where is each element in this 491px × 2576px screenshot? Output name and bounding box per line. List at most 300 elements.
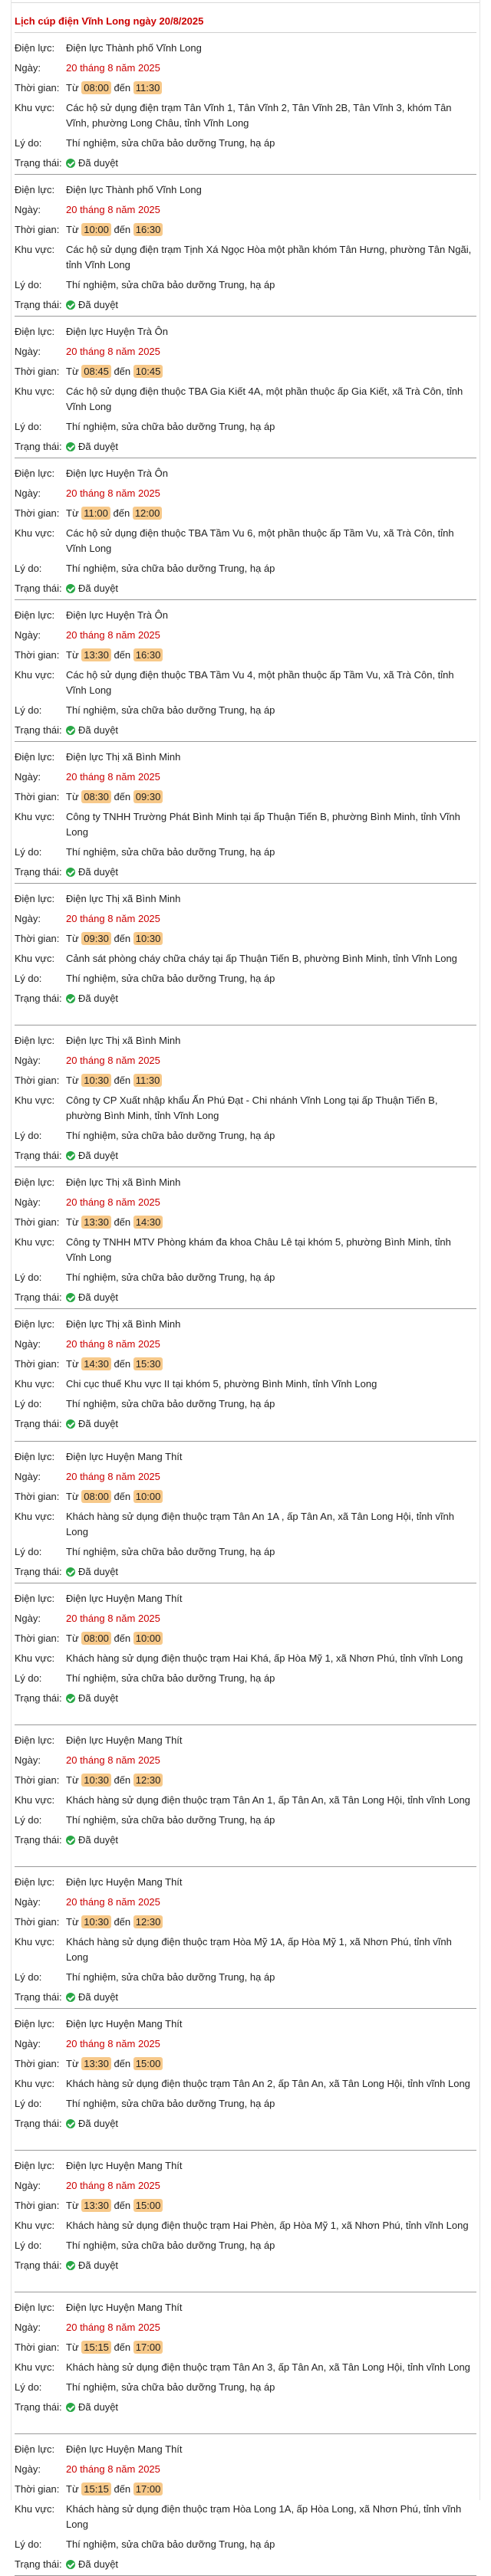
reason-value: Thí nghiệm, sửa chữa bảo dưỡng Trung, hạ áp: [66, 137, 275, 149]
reason-row: [15, 1970, 476, 1985]
status-text: Đã duyệt: [78, 1566, 119, 1577]
date-value: 20 tháng 8 năm 2025: [66, 2038, 160, 2049]
status-text: Đã duyệt: [78, 2558, 119, 2570]
status-label: Trạng thái:: [15, 1692, 62, 1704]
date-value: 20 tháng 8 năm 2025: [66, 1055, 160, 1066]
area-row: [15, 809, 476, 840]
reason-value: Thí nghiệm, sửa chữa bảo dưỡng Trung, hạ áp: [66, 2098, 275, 2109]
unit-value: Điện lực Huyện Mang Thít: [66, 2302, 183, 2313]
status-text: Đã duyệt: [78, 582, 119, 594]
check-circle-icon: [66, 994, 75, 1003]
reason-row: [15, 2537, 476, 2552]
status-text: Đã duyệt: [78, 1692, 119, 1704]
start-time-badge: 13:30: [81, 1216, 111, 1229]
check-circle-icon: [66, 442, 75, 451]
time-value: [66, 1357, 476, 1372]
unit-row: [15, 41, 476, 56]
date-label: Ngày:: [15, 1754, 41, 1766]
unit-label: Điện lực:: [15, 2018, 55, 2030]
unit-value: Điện lực Thị xã Bình Minh: [66, 1176, 181, 1188]
reason-value: Thí nghiệm, sửa chữa bảo dưỡng Trung, hạ áp: [66, 2538, 275, 2550]
date-label: Ngày:: [15, 204, 41, 215]
outage-record: [15, 1725, 476, 1867]
end-time-badge: 15:00: [133, 2199, 163, 2212]
time-label: Thời gian:: [15, 791, 60, 802]
outage-record: [15, 2151, 476, 2292]
reason-value: Thí nghiệm, sửa chữa bảo dưỡng Trung, hạ áp: [66, 846, 275, 858]
end-time-badge: 16:30: [133, 223, 163, 236]
reason-row: [15, 561, 476, 576]
time-value: [66, 1073, 476, 1088]
outage-record: [15, 33, 476, 175]
time-to-text: đến: [114, 1491, 131, 1502]
unit-label: Điện lực:: [15, 751, 55, 763]
start-time-badge: 08:00: [81, 1490, 111, 1503]
status-row: [15, 1990, 476, 2005]
reason-value: Thí nghiệm, sửa chữa bảo dưỡng Trung, hạ áp: [66, 1546, 275, 1557]
unit-row: [15, 1875, 476, 1890]
unit-value: Điện lực Huyện Trà Ôn: [66, 468, 168, 479]
status-label: Trạng thái:: [15, 299, 62, 310]
time-label: Thời gian:: [15, 366, 60, 377]
date-value: 20 tháng 8 năm 2025: [66, 629, 160, 641]
area-value: Các hộ sử dụng điện trạm Tân Vĩnh 1, Tân Vĩnh 2, Tân Vĩnh 2B, Tân Vĩnh 3, khóm Tân Vĩnh, phường Long Châu, tỉnh Vĩnh Long: [66, 102, 452, 129]
reason-label: Lý do:: [15, 563, 42, 574]
area-label: Khu vực:: [15, 244, 55, 255]
check-circle-icon: [66, 1567, 75, 1577]
reason-label: Lý do:: [15, 1814, 42, 1826]
status-text: Đã duyệt: [78, 1291, 119, 1303]
outage-list: [15, 33, 476, 2576]
area-row: [15, 1377, 476, 1392]
area-value: Công ty TNHH Trường Phát Bình Minh tại ấp Thuận Tiến B, phường Bình Minh, tỉnh Vĩnh Long: [66, 811, 460, 838]
reason-label: Lý do:: [15, 1672, 42, 1684]
date-value: 20 tháng 8 năm 2025: [66, 2180, 160, 2191]
unit-value: Điện lực Huyện Mang Thít: [66, 1593, 183, 1604]
reason-label: Lý do:: [15, 846, 42, 858]
status-row: [15, 2400, 476, 2415]
date-row: [15, 344, 476, 359]
check-circle-icon: [66, 1419, 75, 1429]
time-value: [66, 80, 476, 96]
unit-row: [15, 2016, 476, 2032]
status-value: [66, 1691, 476, 1706]
unit-row: [15, 608, 476, 623]
unit-label: Điện lực:: [15, 184, 55, 195]
end-time-badge: 15:30: [133, 1357, 163, 1370]
start-time-badge: 13:30: [81, 2199, 111, 2212]
start-time-badge: 11:00: [81, 507, 110, 520]
date-row: [15, 1469, 476, 1485]
area-value: Các hộ sử dụng điện thuộc TBA Tầm Vu 4, một phần thuộc ấp Tầm Vu, xã Trà Côn, tỉnh Vĩnh Long: [66, 669, 454, 696]
time-label: Thời gian:: [15, 649, 60, 661]
area-label: Khu vực:: [15, 1794, 55, 1806]
date-row: [15, 1337, 476, 1352]
check-circle-icon: [66, 2119, 75, 2128]
date-value: 20 tháng 8 năm 2025: [66, 2322, 160, 2333]
status-label: Trạng thái:: [15, 2401, 62, 2413]
time-from-text: Từ: [66, 1633, 79, 1644]
area-value: Chi cục thuế Khu vực II tại khóm 5, phường Bình Minh, tỉnh Vĩnh Long: [66, 1378, 377, 1390]
time-to-text: đến: [114, 2483, 131, 2495]
status-text: Đã duyệt: [78, 157, 119, 169]
status-value: [66, 1416, 476, 1432]
status-row: [15, 156, 476, 171]
outage-record: [15, 742, 476, 884]
reason-value: Thí nghiệm, sửa chữa bảo dưỡng Trung, hạ áp: [66, 279, 275, 290]
end-time-badge: 15:00: [133, 2057, 163, 2070]
time-row: [15, 506, 476, 521]
check-circle-icon: [66, 1293, 75, 1302]
status-value: [66, 991, 476, 1006]
status-label: Trạng thái:: [15, 1150, 62, 1161]
time-label: Thời gian:: [15, 1358, 60, 1370]
time-row: [15, 2198, 476, 2213]
date-label: Ngày:: [15, 1338, 41, 1350]
status-row: [15, 2258, 476, 2273]
area-label: Khu vực:: [15, 2078, 55, 2089]
unit-row: [15, 1033, 476, 1048]
reason-value: Thí nghiệm, sửa chữa bảo dưỡng Trung, hạ áp: [66, 973, 275, 984]
date-label: Ngày:: [15, 1055, 41, 1066]
outage-record: [15, 175, 476, 317]
time-value: [66, 789, 476, 805]
status-row: [15, 991, 476, 1006]
time-row: [15, 1915, 476, 1930]
date-row: [15, 202, 476, 218]
start-time-badge: 08:45: [81, 365, 111, 378]
time-value: [66, 506, 476, 521]
date-label: Ngày:: [15, 62, 41, 74]
time-row: [15, 222, 476, 238]
check-circle-icon: [66, 1694, 75, 1703]
date-row: [15, 61, 476, 76]
time-from-text: Từ: [66, 2483, 79, 2495]
time-row: [15, 2340, 476, 2355]
time-value: [66, 1631, 476, 1646]
time-from-text: Từ: [66, 933, 79, 944]
date-row: [15, 2036, 476, 2052]
status-text: Đã duyệt: [78, 724, 119, 736]
area-value: Khách hàng sử dụng điện thuộc trạm Tân An 1, ấp Tân An, xã Tân Long Hội, tỉnh vĩnh Long: [66, 1794, 470, 1806]
unit-value: Điện lực Huyện Mang Thít: [66, 1734, 183, 1746]
time-from-text: Từ: [66, 1075, 79, 1086]
time-to-text: đến: [114, 933, 131, 944]
area-row: [15, 1793, 476, 1808]
time-from-text: Từ: [66, 224, 79, 235]
status-value: [66, 1290, 476, 1305]
time-to-text: đến: [114, 1075, 131, 1086]
time-row: [15, 2056, 476, 2072]
unit-row: [15, 324, 476, 340]
date-row: [15, 1195, 476, 1210]
date-label: Ngày:: [15, 1613, 41, 1624]
unit-value: Điện lực Huyện Mang Thít: [66, 2018, 183, 2030]
status-row: [15, 1691, 476, 1706]
time-label: Thời gian:: [15, 2341, 60, 2353]
time-label: Thời gian:: [15, 2483, 60, 2495]
status-value: [66, 297, 476, 313]
area-row: [15, 526, 476, 556]
area-row: [15, 1651, 476, 1666]
time-from-text: Từ: [66, 2341, 79, 2353]
date-value: 20 tháng 8 năm 2025: [66, 2463, 160, 2475]
status-text: Đã duyệt: [78, 1834, 119, 1846]
area-value: Công ty CP Xuất nhập khẩu Ấn Phú Đạt - Chi nhánh Vĩnh Long tại ấp Thuận Tiến B, phường Bình Minh, tỉnh Vĩnh Long: [66, 1094, 438, 1121]
reason-label: Lý do:: [15, 1272, 42, 1283]
status-row: [15, 1564, 476, 1580]
status-row: [15, 581, 476, 596]
start-time-badge: 08:00: [81, 81, 111, 94]
date-value: 20 tháng 8 năm 2025: [66, 204, 160, 215]
area-label: Khu vực:: [15, 1378, 55, 1390]
date-row: [15, 2462, 476, 2477]
reason-row: [15, 2238, 476, 2253]
reason-label: Lý do:: [15, 279, 42, 290]
time-row: [15, 789, 476, 805]
status-text: Đã duyệt: [78, 441, 119, 452]
area-label: Khu vực:: [15, 1094, 55, 1106]
time-to-text: đến: [114, 791, 131, 802]
reason-row: [15, 419, 476, 435]
check-circle-icon: [66, 2560, 75, 2569]
status-label: Trạng thái:: [15, 1834, 62, 1846]
check-circle-icon: [66, 1993, 75, 2002]
check-circle-icon: [66, 1836, 75, 1845]
start-time-badge: 15:15: [81, 2482, 111, 2496]
reason-label: Lý do:: [15, 2098, 42, 2109]
time-value: [66, 1489, 476, 1505]
date-label: Ngày:: [15, 1896, 41, 1908]
status-label: Trạng thái:: [15, 724, 62, 736]
area-label: Khu vực:: [15, 669, 55, 681]
area-row: [15, 1934, 476, 1965]
status-row: [15, 1416, 476, 1432]
unit-label: Điện lực:: [15, 1318, 55, 1330]
time-to-text: đến: [114, 1358, 131, 1370]
time-value: [66, 2056, 476, 2072]
area-row: [15, 100, 476, 131]
start-time-badge: 08:30: [81, 790, 111, 803]
outage-record: [15, 1867, 476, 2009]
start-time-badge: 15:15: [81, 2341, 111, 2354]
check-circle-icon: [66, 868, 75, 877]
start-time-badge: 09:30: [81, 932, 111, 945]
time-to-text: đến: [114, 82, 131, 94]
unit-label: Điện lực:: [15, 2160, 55, 2171]
time-to-text: đến: [114, 649, 131, 661]
area-value: Các hộ sử dụng điện thuộc TBA Gia Kiết 4A, một phần thuộc ấp Gia Kiết, xã Trà Côn, tỉnh Vĩnh Long: [66, 386, 463, 412]
unit-label: Điện lực:: [15, 2443, 55, 2455]
time-label: Thời gian:: [15, 1075, 60, 1086]
time-label: Thời gian:: [15, 1633, 60, 1644]
reason-label: Lý do:: [15, 1971, 42, 1983]
status-value: [66, 865, 476, 880]
reason-label: Lý do:: [15, 2538, 42, 2550]
reason-row: [15, 136, 476, 151]
status-label: Trạng thái:: [15, 441, 62, 452]
reason-row: [15, 971, 476, 986]
time-row: [15, 1357, 476, 1372]
reason-label: Lý do:: [15, 704, 42, 716]
date-value: 20 tháng 8 năm 2025: [66, 487, 160, 499]
check-circle-icon: [66, 300, 75, 310]
status-row: [15, 1148, 476, 1163]
reason-value: Thí nghiệm, sửa chữa bảo dưỡng Trung, hạ áp: [66, 704, 275, 716]
date-value: 20 tháng 8 năm 2025: [66, 771, 160, 783]
status-value: [66, 2557, 476, 2572]
time-row: [15, 648, 476, 663]
status-value: [66, 723, 476, 738]
area-value: Khách hàng sử dụng điện thuộc trạm Tân An 3, ấp Tân An, xã Tân Long Hội, tỉnh vĩnh Long: [66, 2361, 470, 2373]
unit-value: Điện lực Huyện Mang Thít: [66, 1451, 183, 1462]
date-label: Ngày:: [15, 629, 41, 641]
status-row: [15, 1290, 476, 1305]
status-value: [66, 1564, 476, 1580]
time-from-text: Từ: [66, 791, 79, 802]
time-from-text: Từ: [66, 1491, 79, 1502]
unit-label: Điện lực:: [15, 326, 55, 337]
status-label: Trạng thái:: [15, 2558, 62, 2570]
unit-label: Điện lực:: [15, 1876, 55, 1888]
reason-row: [15, 1396, 476, 1412]
area-row: [15, 242, 476, 273]
reason-label: Lý do:: [15, 1130, 42, 1141]
time-to-text: đến: [114, 1774, 131, 1786]
unit-row: [15, 1733, 476, 1748]
area-value: Các hộ sử dụng điện thuộc TBA Tầm Vu 6, một phần thuộc ấp Tầm Vu, xã Trà Côn, tỉnh Vĩnh Long: [66, 527, 454, 554]
area-row: [15, 951, 476, 966]
reason-label: Lý do:: [15, 1398, 42, 1409]
reason-label: Lý do:: [15, 137, 42, 149]
status-label: Trạng thái:: [15, 157, 62, 169]
unit-row: [15, 2442, 476, 2457]
unit-label: Điện lực:: [15, 1451, 55, 1462]
time-label: Thời gian:: [15, 507, 60, 519]
status-value: [66, 156, 476, 171]
reason-value: Thí nghiệm, sửa chữa bảo dưỡng Trung, hạ áp: [66, 1272, 275, 1283]
area-label: Khu vực:: [15, 2220, 55, 2231]
start-time-badge: 10:00: [81, 223, 111, 236]
time-label: Thời gian:: [15, 82, 60, 94]
area-value: Khách hàng sử dụng điện thuộc trạm Hai Phèn, ấp Hòa Mỹ 1, xã Nhơn Phú, tỉnh vĩnh Long: [66, 2220, 469, 2231]
end-time-badge: 17:00: [133, 2341, 163, 2354]
time-from-text: Từ: [66, 1216, 79, 1228]
unit-value: Điện lực Huyện Mang Thít: [66, 1876, 183, 1888]
area-label: Khu vực:: [15, 102, 55, 113]
end-time-badge: 11:30: [133, 1074, 163, 1087]
time-label: Thời gian:: [15, 933, 60, 944]
date-value: 20 tháng 8 năm 2025: [66, 62, 160, 74]
outage-record: [15, 2009, 476, 2151]
outage-record: [15, 2434, 476, 2576]
outage-record: [15, 2292, 476, 2434]
date-row: [15, 2320, 476, 2335]
time-value: [66, 2198, 476, 2213]
reason-label: Lý do:: [15, 2240, 42, 2251]
reason-row: [15, 277, 476, 293]
unit-value: Điện lực Thành phố Vĩnh Long: [66, 184, 202, 195]
unit-label: Điện lực:: [15, 609, 55, 621]
status-row: [15, 439, 476, 454]
status-text: Đã duyệt: [78, 993, 119, 1004]
unit-label: Điện lực:: [15, 2302, 55, 2313]
date-label: Ngày:: [15, 346, 41, 357]
reason-value: Thí nghiệm, sửa chữa bảo dưỡng Trung, hạ áp: [66, 1130, 275, 1141]
reason-row: [15, 2096, 476, 2112]
unit-row: [15, 2158, 476, 2174]
time-value: [66, 648, 476, 663]
status-label: Trạng thái:: [15, 1418, 62, 1429]
outage-record: [15, 1309, 476, 1442]
date-row: [15, 1895, 476, 1910]
time-to-text: đến: [114, 366, 131, 377]
date-label: Ngày:: [15, 771, 41, 783]
unit-value: Điện lực Huyện Mang Thít: [66, 2160, 183, 2171]
status-row: [15, 297, 476, 313]
date-value: 20 tháng 8 năm 2025: [66, 1896, 160, 1908]
status-value: [66, 1148, 476, 1163]
unit-row: [15, 1175, 476, 1190]
time-from-text: Từ: [66, 1358, 79, 1370]
area-row: [15, 1093, 476, 1124]
area-row: [15, 1509, 476, 1540]
reason-row: [15, 1813, 476, 1828]
unit-label: Điện lực:: [15, 893, 55, 904]
start-time-badge: 10:30: [81, 1915, 111, 1928]
unit-row: [15, 2300, 476, 2315]
time-row: [15, 931, 476, 947]
date-row: [15, 1053, 476, 1068]
time-to-text: đến: [114, 2341, 131, 2353]
area-label: Khu vực:: [15, 1652, 55, 1664]
time-value: [66, 1915, 476, 1930]
time-to-text: đến: [114, 2058, 131, 2069]
unit-value: Điện lực Thành phố Vĩnh Long: [66, 42, 202, 54]
start-time-badge: 14:30: [81, 1357, 111, 1370]
time-row: [15, 1489, 476, 1505]
area-row: [15, 2360, 476, 2375]
area-value: Khách hàng sử dụng điện thuộc trạm Hai Khá, ấp Hòa Mỹ 1, xã Nhơn Phú, tỉnh vĩnh Long: [66, 1652, 463, 1664]
time-value: [66, 222, 476, 238]
end-time-badge: 14:30: [133, 1216, 163, 1229]
reason-value: Thí nghiệm, sửa chữa bảo dưỡng Trung, hạ áp: [66, 1398, 275, 1409]
unit-label: Điện lực:: [15, 42, 55, 54]
reason-label: Lý do:: [15, 1546, 42, 1557]
page-title: Lịch cúp điện Vĩnh Long ngày 20/8/2025: [15, 3, 476, 33]
end-time-badge: 09:30: [133, 790, 163, 803]
unit-row: [15, 891, 476, 907]
outage-record: [15, 1025, 476, 1167]
reason-value: Thí nghiệm, sửa chữa bảo dưỡng Trung, hạ áp: [66, 421, 275, 432]
date-value: 20 tháng 8 năm 2025: [66, 1196, 160, 1208]
reason-row: [15, 703, 476, 718]
date-row: [15, 1611, 476, 1626]
reason-value: Thí nghiệm, sửa chữa bảo dưỡng Trung, hạ áp: [66, 563, 275, 574]
date-value: 20 tháng 8 năm 2025: [66, 1613, 160, 1624]
time-from-text: Từ: [66, 649, 79, 661]
outage-record: [15, 1442, 476, 1583]
status-value: [66, 2400, 476, 2415]
status-value: [66, 2116, 476, 2131]
time-from-text: Từ: [66, 1916, 79, 1928]
outage-record: [15, 1583, 476, 1725]
date-row: [15, 486, 476, 501]
status-value: [66, 581, 476, 596]
unit-label: Điện lực:: [15, 1734, 55, 1746]
time-label: Thời gian:: [15, 224, 60, 235]
end-time-badge: 16:30: [133, 648, 163, 661]
